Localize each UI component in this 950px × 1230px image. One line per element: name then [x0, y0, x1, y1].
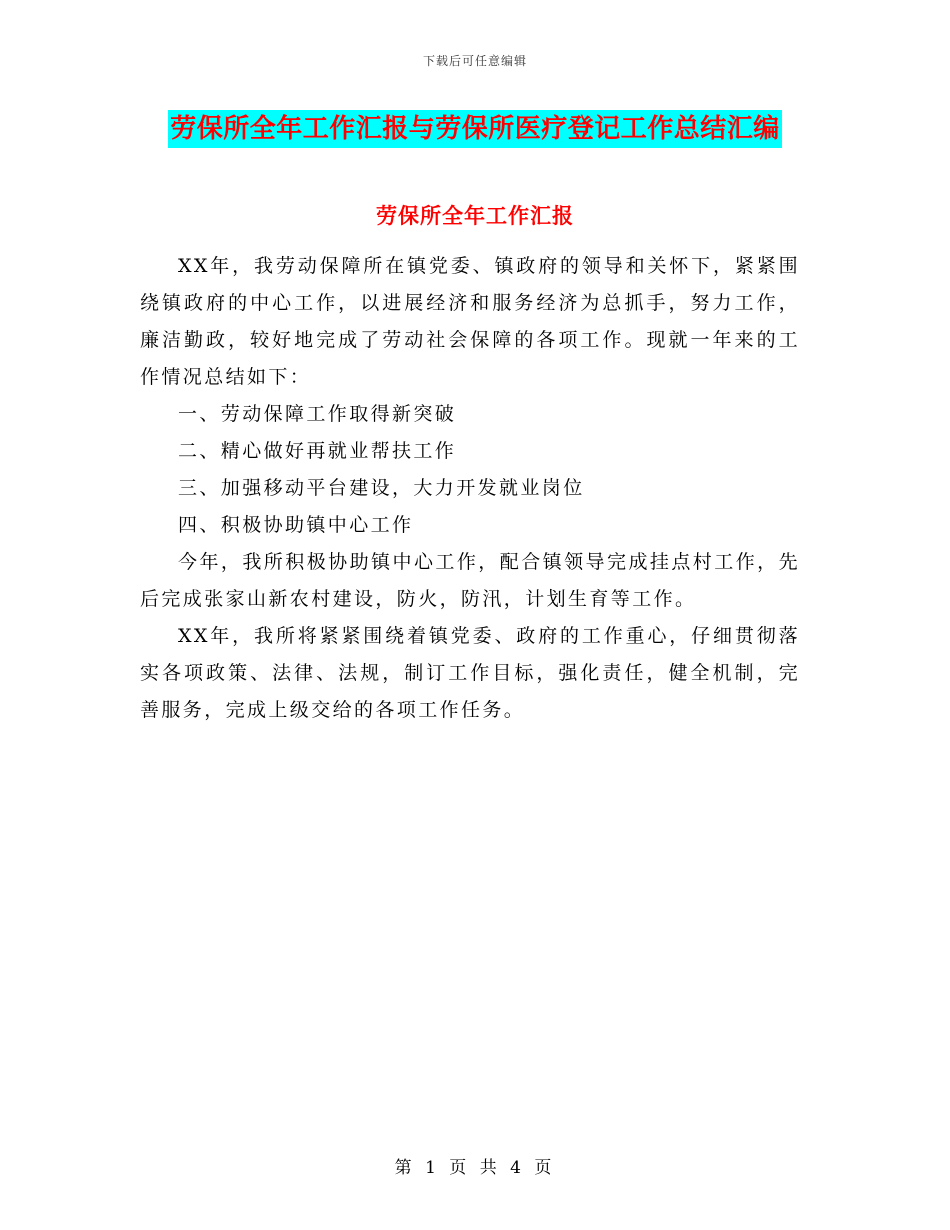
- paragraph-item-1: 一、劳动保障工作取得新突破: [178, 403, 457, 425]
- paragraph-item-2: 二、精心做好再就业帮扶工作: [178, 440, 457, 462]
- paragraph-intro: XX年，我劳动保障所在镇党委、镇政府的领导和关怀下，紧紧围绕镇政府的中心工作，以进展经济和服务经济为总抓手，努力工作，廉洁勤政，较好地完成了劳动社会保障的各项工作。现就一年来的工作情况总结如下：: [140, 255, 800, 388]
- paragraph-item-4: 四、积极协助镇中心工作: [178, 514, 414, 536]
- document-body: [140, 248, 800, 729]
- paragraph-this-year: 今年，我所积极协助镇中心工作，配合镇领导完成挂点村工作，先后完成张家山新农村建设，防火，防汛，计划生育等工作。: [140, 551, 800, 610]
- paragraph-next-year: XX年，我所将紧紧围绕着镇党委、政府的工作重心，仔细贯彻落实各项政策、法律、法规，制订工作目标，强化责任，健全机制，完善服务，完成上级交给的各项工作任务。: [140, 625, 800, 721]
- paragraph-item-3: 三、加强移动平台建设，大力开发就业岗位: [178, 477, 585, 499]
- header-note: 下载后可任意编辑: [422, 54, 527, 68]
- page-number: 第 1 页 共 4 页: [394, 1158, 556, 1178]
- section-title: 劳保所全年工作汇报: [376, 203, 574, 228]
- document-title-wrapper: [0, 110, 950, 148]
- document-title: 劳保所全年工作汇报与劳保所医疗登记工作总结汇编: [168, 110, 782, 148]
